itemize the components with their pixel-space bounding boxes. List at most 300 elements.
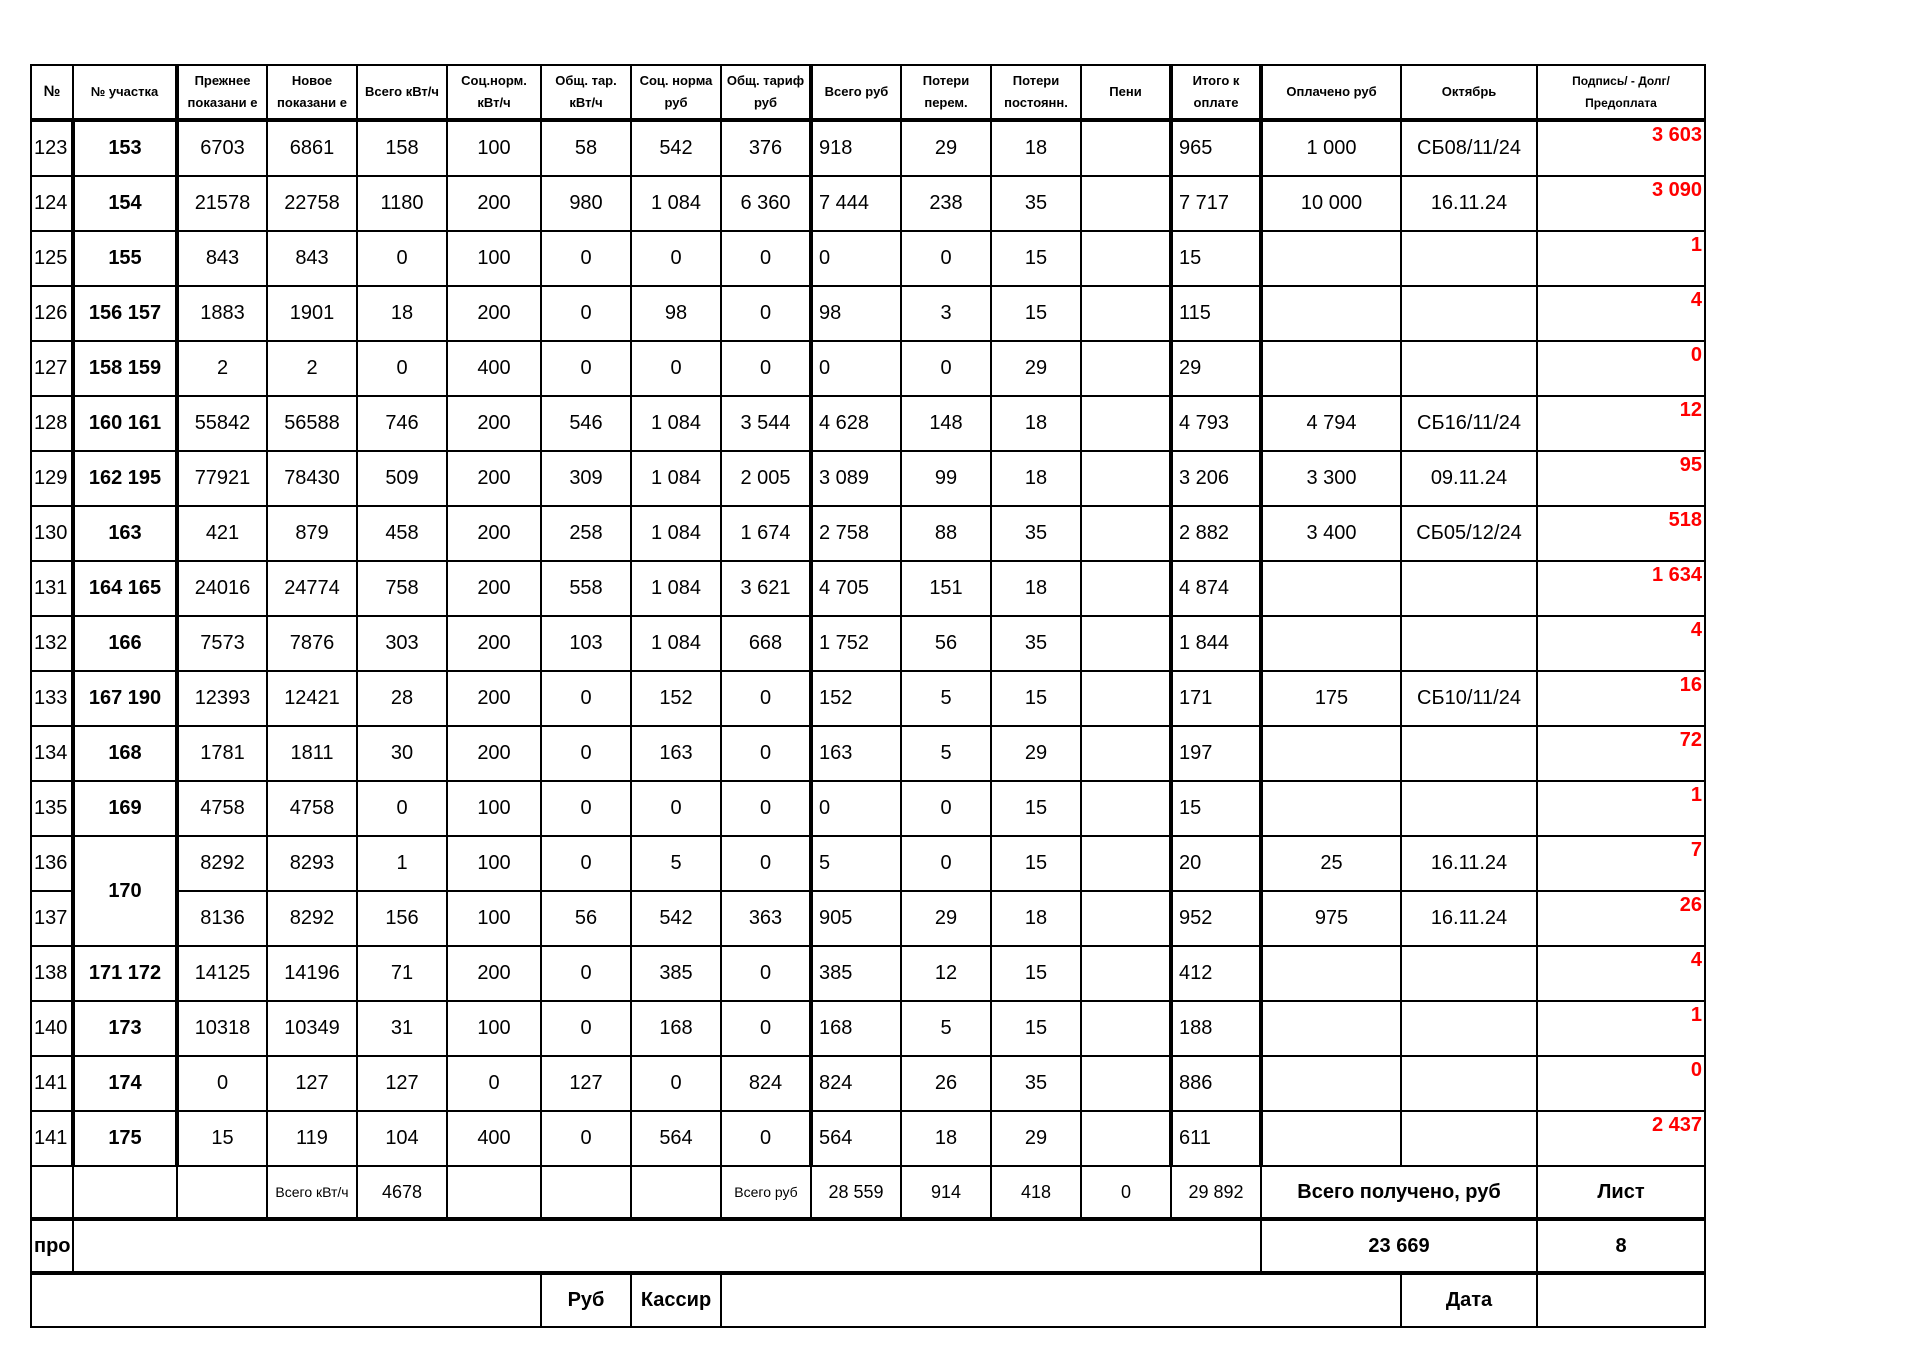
cell-soc-norm-rub: 0 (631, 231, 721, 286)
cell-month[interactable]: СБ10/11/24 (1401, 671, 1537, 726)
totals-kwh-value: 4678 (357, 1166, 447, 1219)
cell-loss-const: 29 (991, 726, 1081, 781)
cell-common-tariff-rub: 824 (721, 1056, 811, 1111)
cell-total-rub: 385 (811, 946, 901, 1001)
cell-common-tariff-rub: 2 005 (721, 451, 811, 506)
cell-soc-norm-kwh: 200 (447, 561, 541, 616)
received-label: Всего получено, руб (1261, 1166, 1537, 1219)
table-row (31, 1111, 1705, 1166)
cell-plot-number: 169 (73, 781, 177, 836)
cell-common-tariff-kwh: 56 (541, 891, 631, 946)
cell-penalty (1081, 1001, 1171, 1056)
cell-debt[interactable]: 1 (1537, 781, 1705, 836)
cell-plot-number: 167 190 (73, 671, 177, 726)
cell-plot-number: 156 157 (73, 286, 177, 341)
cell-month[interactable] (1401, 1001, 1537, 1056)
cell-debt[interactable]: 12 (1537, 396, 1705, 451)
table-row (31, 286, 1705, 341)
cell-new-reading: 119 (267, 1111, 357, 1166)
header-row (31, 65, 1705, 120)
cell-common-tariff-kwh: 309 (541, 451, 631, 506)
cell-month[interactable]: 16.11.24 (1401, 891, 1537, 946)
cell-loss-var: 3 (901, 286, 991, 341)
cell-total-rub: 2 758 (811, 506, 901, 561)
rub-label: Руб (541, 1273, 631, 1327)
cell-common-tariff-rub: 668 (721, 616, 811, 671)
payments-table (30, 64, 1706, 1328)
cell-new-reading: 10349 (267, 1001, 357, 1056)
cell-paid[interactable]: 4 794 (1261, 396, 1401, 451)
cell-total-kwh: 30 (357, 726, 447, 781)
table-row (31, 616, 1705, 671)
cell-total-kwh: 509 (357, 451, 447, 506)
table-row (31, 176, 1705, 231)
cell-paid[interactable]: 1 000 (1261, 120, 1401, 176)
cell-paid[interactable]: 975 (1261, 891, 1401, 946)
cell-debt[interactable]: 16 (1537, 671, 1705, 726)
cell-prev-reading: 6703 (177, 120, 267, 176)
cell-total-kwh: 127 (357, 1056, 447, 1111)
cell-total-rub: 0 (811, 781, 901, 836)
cell-loss-const: 18 (991, 891, 1081, 946)
table-row (31, 341, 1705, 396)
cell-to-pay: 3 206 (1171, 451, 1261, 506)
cell-soc-norm-kwh: 200 (447, 176, 541, 231)
cell-month[interactable] (1401, 726, 1537, 781)
cell-total-kwh: 0 (357, 231, 447, 286)
cell-common-tariff-kwh: 103 (541, 616, 631, 671)
cell-row-number: 141 (31, 1111, 73, 1166)
cell-soc-norm-kwh: 400 (447, 341, 541, 396)
cell-paid[interactable] (1261, 286, 1401, 341)
totals-empty-cell (541, 1166, 631, 1219)
cell-penalty (1081, 231, 1171, 286)
cell-soc-norm-kwh: 200 (447, 671, 541, 726)
cell-loss-const: 18 (991, 561, 1081, 616)
cell-soc-norm-rub: 0 (631, 341, 721, 396)
cell-month[interactable] (1401, 946, 1537, 1001)
cell-soc-norm-rub: 152 (631, 671, 721, 726)
cell-to-pay: 965 (1171, 120, 1261, 176)
cell-debt[interactable]: 3 603 (1537, 120, 1705, 176)
cell-debt[interactable]: 3 090 (1537, 176, 1705, 231)
cell-debt[interactable]: 0 (1537, 1056, 1705, 1111)
cell-total-kwh: 458 (357, 506, 447, 561)
table-row (31, 671, 1705, 726)
cell-loss-const: 35 (991, 1056, 1081, 1111)
cell-total-kwh: 1 (357, 836, 447, 891)
cell-loss-var: 5 (901, 671, 991, 726)
cell-plot-number: 158 159 (73, 341, 177, 396)
cell-paid[interactable] (1261, 561, 1401, 616)
cell-prev-reading: 843 (177, 231, 267, 286)
cell-common-tariff-kwh: 258 (541, 506, 631, 561)
cell-common-tariff-rub: 363 (721, 891, 811, 946)
cell-to-pay: 115 (1171, 286, 1261, 341)
totals-empty-cell (177, 1166, 267, 1219)
cell-common-tariff-kwh: 980 (541, 176, 631, 231)
cell-to-pay: 4 874 (1171, 561, 1261, 616)
cell-common-tariff-rub: 0 (721, 946, 811, 1001)
cell-penalty (1081, 286, 1171, 341)
cell-soc-norm-rub: 0 (631, 781, 721, 836)
cell-common-tariff-kwh: 558 (541, 561, 631, 616)
cell-loss-const: 15 (991, 836, 1081, 891)
cell-total-rub: 7 444 (811, 176, 901, 231)
cell-common-tariff-kwh: 546 (541, 396, 631, 451)
cell-paid[interactable] (1261, 946, 1401, 1001)
totals-kwh-label: Всего кВт/ч (267, 1166, 357, 1219)
cell-plot-number: 170 (73, 836, 177, 946)
cell-soc-norm-kwh: 200 (447, 506, 541, 561)
cell-prev-reading: 1883 (177, 286, 267, 341)
table-row (31, 836, 1705, 891)
cell-prev-reading: 1781 (177, 726, 267, 781)
cell-loss-var: 88 (901, 506, 991, 561)
cell-prev-reading: 15 (177, 1111, 267, 1166)
cell-month[interactable] (1401, 561, 1537, 616)
cell-new-reading: 22758 (267, 176, 357, 231)
cell-loss-var: 29 (901, 120, 991, 176)
cell-prev-reading: 77921 (177, 451, 267, 506)
cell-soc-norm-rub: 1 084 (631, 451, 721, 506)
cell-to-pay: 7 717 (1171, 176, 1261, 231)
cell-loss-var: 56 (901, 616, 991, 671)
cell-month[interactable]: 16.11.24 (1401, 176, 1537, 231)
cell-prev-reading: 2 (177, 341, 267, 396)
table-row (31, 726, 1705, 781)
cell-loss-var: 29 (901, 891, 991, 946)
cell-total-rub: 1 752 (811, 616, 901, 671)
sheet-number: 8 (1537, 1219, 1705, 1273)
table-row (31, 120, 1705, 176)
cell-row-number: 140 (31, 1001, 73, 1056)
cell-penalty (1081, 506, 1171, 561)
cell-month[interactable] (1401, 231, 1537, 286)
cell-month[interactable]: СБ08/11/24 (1401, 120, 1537, 176)
cell-plot-number: 171 172 (73, 946, 177, 1001)
cell-penalty (1081, 120, 1171, 176)
cell-new-reading: 4758 (267, 781, 357, 836)
pr-label: про (31, 1219, 73, 1273)
cell-common-tariff-rub: 0 (721, 671, 811, 726)
cell-row-number: 127 (31, 341, 73, 396)
cell-month[interactable] (1401, 1111, 1537, 1166)
col-header-loss-var: Потери перем. (901, 65, 991, 120)
cell-total-rub: 168 (811, 1001, 901, 1056)
cell-soc-norm-rub: 1 084 (631, 616, 721, 671)
cell-common-tariff-kwh: 0 (541, 1001, 631, 1056)
cell-row-number: 130 (31, 506, 73, 561)
cell-soc-norm-kwh: 200 (447, 946, 541, 1001)
cell-loss-var: 0 (901, 341, 991, 396)
cell-prev-reading: 8136 (177, 891, 267, 946)
cell-soc-norm-rub: 0 (631, 1056, 721, 1111)
cell-loss-var: 0 (901, 836, 991, 891)
cell-to-pay: 952 (1171, 891, 1261, 946)
cell-total-rub: 152 (811, 671, 901, 726)
cell-row-number: 135 (31, 781, 73, 836)
table-row (31, 1056, 1705, 1111)
col-header-total-kwh: Всего кВт/ч (357, 65, 447, 120)
cell-row-number: 123 (31, 120, 73, 176)
cell-prev-reading: 0 (177, 1056, 267, 1111)
col-header-no: № (31, 65, 73, 120)
cell-total-rub: 905 (811, 891, 901, 946)
cell-debt[interactable]: 1 (1537, 231, 1705, 286)
cell-loss-var: 151 (901, 561, 991, 616)
cell-debt[interactable]: 95 (1537, 451, 1705, 506)
cell-total-rub: 4 705 (811, 561, 901, 616)
cell-total-kwh: 158 (357, 120, 447, 176)
cell-month[interactable] (1401, 1056, 1537, 1111)
cell-to-pay: 886 (1171, 1056, 1261, 1111)
cell-penalty (1081, 561, 1171, 616)
cell-total-rub: 0 (811, 231, 901, 286)
cell-total-kwh: 303 (357, 616, 447, 671)
cell-loss-var: 0 (901, 781, 991, 836)
cashier-signature-field[interactable] (721, 1273, 1401, 1327)
cell-paid[interactable]: 25 (1261, 836, 1401, 891)
cell-common-tariff-rub: 6 360 (721, 176, 811, 231)
totals-empty-cell (447, 1166, 541, 1219)
cell-loss-const: 35 (991, 616, 1081, 671)
cell-soc-norm-rub: 1 084 (631, 396, 721, 451)
cell-penalty (1081, 671, 1171, 726)
cell-paid[interactable] (1261, 726, 1401, 781)
cell-debt[interactable]: 518 (1537, 506, 1705, 561)
cell-common-tariff-rub: 0 (721, 781, 811, 836)
totals-to-pay: 29 892 (1171, 1166, 1261, 1219)
cell-debt[interactable]: 2 437 (1537, 1111, 1705, 1166)
received-value: 23 669 (1261, 1219, 1537, 1273)
cell-month[interactable] (1401, 781, 1537, 836)
cell-common-tariff-kwh: 0 (541, 286, 631, 341)
cell-paid[interactable] (1261, 1001, 1401, 1056)
date-field[interactable] (1537, 1273, 1705, 1327)
cell-row-number: 126 (31, 286, 73, 341)
cell-loss-const: 18 (991, 451, 1081, 506)
cell-new-reading: 7876 (267, 616, 357, 671)
cell-total-rub: 0 (811, 341, 901, 396)
cell-common-tariff-rub: 376 (721, 120, 811, 176)
cell-penalty (1081, 836, 1171, 891)
cell-row-number: 133 (31, 671, 73, 726)
cell-total-rub: 824 (811, 1056, 901, 1111)
cell-common-tariff-rub: 0 (721, 231, 811, 286)
cell-soc-norm-kwh: 100 (447, 1001, 541, 1056)
col-header-common-tariff-kwh: Общ. тар. кВт/ч (541, 65, 631, 120)
cell-row-number: 124 (31, 176, 73, 231)
cell-loss-var: 12 (901, 946, 991, 1001)
pr-empty-cell (73, 1219, 1261, 1273)
cell-new-reading: 1811 (267, 726, 357, 781)
cell-soc-norm-kwh: 200 (447, 396, 541, 451)
cell-common-tariff-rub: 3 621 (721, 561, 811, 616)
cell-total-rub: 98 (811, 286, 901, 341)
cell-soc-norm-rub: 5 (631, 836, 721, 891)
cell-new-reading: 78430 (267, 451, 357, 506)
cell-prev-reading: 14125 (177, 946, 267, 1001)
cell-debt[interactable]: 7 (1537, 836, 1705, 891)
cell-total-kwh: 156 (357, 891, 447, 946)
cell-plot-number: 168 (73, 726, 177, 781)
cell-loss-var: 238 (901, 176, 991, 231)
cell-soc-norm-kwh: 100 (447, 891, 541, 946)
col-header-signature: Подпись/ - Долг/Предоплата (1537, 65, 1705, 120)
cell-soc-norm-kwh: 0 (447, 1056, 541, 1111)
cell-paid[interactable] (1261, 231, 1401, 286)
cell-month[interactable]: 16.11.24 (1401, 836, 1537, 891)
cell-total-kwh: 1180 (357, 176, 447, 231)
totals-rub-label: Всего руб (721, 1166, 811, 1219)
cell-soc-norm-kwh: 100 (447, 836, 541, 891)
cell-penalty (1081, 1056, 1171, 1111)
cell-to-pay: 4 793 (1171, 396, 1261, 451)
cell-loss-var: 18 (901, 1111, 991, 1166)
cell-paid[interactable] (1261, 616, 1401, 671)
totals-empty-cell (31, 1166, 73, 1219)
cell-row-number: 136 (31, 836, 73, 891)
totals-loss-var: 914 (901, 1166, 991, 1219)
cell-month[interactable]: СБ05/12/24 (1401, 506, 1537, 561)
cell-debt[interactable]: 4 (1537, 946, 1705, 1001)
table-row (31, 506, 1705, 561)
cell-soc-norm-rub: 1 084 (631, 176, 721, 231)
col-header-plot: № участка (73, 65, 177, 120)
cell-common-tariff-kwh: 0 (541, 946, 631, 1001)
cell-month[interactable] (1401, 286, 1537, 341)
cell-month[interactable] (1401, 341, 1537, 396)
signature-row (31, 1273, 1705, 1327)
cell-total-kwh: 71 (357, 946, 447, 1001)
cell-debt[interactable]: 26 (1537, 891, 1705, 946)
cell-new-reading: 56588 (267, 396, 357, 451)
cell-debt[interactable]: 1 (1537, 1001, 1705, 1056)
cell-debt[interactable]: 4 (1537, 286, 1705, 341)
cell-total-rub: 4 628 (811, 396, 901, 451)
col-header-penalty: Пени (1081, 65, 1171, 120)
cell-total-kwh: 758 (357, 561, 447, 616)
cell-soc-norm-rub: 385 (631, 946, 721, 1001)
cell-month[interactable]: 09.11.24 (1401, 451, 1537, 506)
cell-paid[interactable] (1261, 341, 1401, 396)
cell-plot-number: 153 (73, 120, 177, 176)
cell-plot-number: 163 (73, 506, 177, 561)
cell-penalty (1081, 616, 1171, 671)
cell-common-tariff-rub: 0 (721, 1001, 811, 1056)
cell-common-tariff-rub: 0 (721, 341, 811, 396)
cell-soc-norm-rub: 542 (631, 891, 721, 946)
cell-total-rub: 5 (811, 836, 901, 891)
cell-common-tariff-kwh: 127 (541, 1056, 631, 1111)
sheet-label: Лист (1537, 1166, 1705, 1219)
cell-paid[interactable]: 10 000 (1261, 176, 1401, 231)
col-header-prev: Прежнее показани е (177, 65, 267, 120)
table-row (31, 781, 1705, 836)
cell-new-reading: 127 (267, 1056, 357, 1111)
cell-loss-var: 0 (901, 231, 991, 286)
cell-common-tariff-kwh: 0 (541, 726, 631, 781)
cell-soc-norm-rub: 1 084 (631, 506, 721, 561)
table-row (31, 946, 1705, 1001)
cell-debt[interactable]: 0 (1537, 341, 1705, 396)
cell-new-reading: 12421 (267, 671, 357, 726)
cell-paid[interactable] (1261, 781, 1401, 836)
cell-to-pay: 15 (1171, 231, 1261, 286)
cell-total-rub: 163 (811, 726, 901, 781)
cell-prev-reading: 12393 (177, 671, 267, 726)
cell-to-pay: 15 (1171, 781, 1261, 836)
cell-common-tariff-rub: 0 (721, 286, 811, 341)
cell-month[interactable]: СБ16/11/24 (1401, 396, 1537, 451)
cell-row-number: 125 (31, 231, 73, 286)
cell-penalty (1081, 341, 1171, 396)
cell-to-pay: 2 882 (1171, 506, 1261, 561)
cell-debt[interactable]: 72 (1537, 726, 1705, 781)
cell-common-tariff-rub: 0 (721, 726, 811, 781)
cell-soc-norm-kwh: 200 (447, 726, 541, 781)
table-row (31, 231, 1705, 286)
totals-empty-cell (73, 1166, 177, 1219)
cell-penalty (1081, 396, 1171, 451)
cell-paid[interactable]: 3 400 (1261, 506, 1401, 561)
cell-to-pay: 197 (1171, 726, 1261, 781)
cell-loss-var: 5 (901, 1001, 991, 1056)
cell-prev-reading: 421 (177, 506, 267, 561)
cell-loss-const: 35 (991, 176, 1081, 231)
cell-paid[interactable]: 175 (1261, 671, 1401, 726)
cell-plot-number: 174 (73, 1056, 177, 1111)
cell-paid[interactable]: 3 300 (1261, 451, 1401, 506)
cell-paid[interactable] (1261, 1111, 1401, 1166)
cell-to-pay: 611 (1171, 1111, 1261, 1166)
cell-soc-norm-kwh: 200 (447, 451, 541, 506)
table-row (31, 561, 1705, 616)
cell-new-reading: 843 (267, 231, 357, 286)
cell-total-kwh: 28 (357, 671, 447, 726)
cell-penalty (1081, 726, 1171, 781)
cell-loss-const: 15 (991, 781, 1081, 836)
cell-paid[interactable] (1261, 1056, 1401, 1111)
cell-total-rub: 564 (811, 1111, 901, 1166)
totals-rub-value: 28 559 (811, 1166, 901, 1219)
cell-soc-norm-rub: 542 (631, 120, 721, 176)
cell-total-kwh: 31 (357, 1001, 447, 1056)
cell-common-tariff-kwh: 0 (541, 836, 631, 891)
cell-row-number: 141 (31, 1056, 73, 1111)
cell-loss-const: 29 (991, 341, 1081, 396)
cell-plot-number: 154 (73, 176, 177, 231)
cell-debt[interactable]: 1 634 (1537, 561, 1705, 616)
cell-common-tariff-kwh: 58 (541, 120, 631, 176)
cell-total-kwh: 18 (357, 286, 447, 341)
cell-plot-number: 175 (73, 1111, 177, 1166)
cell-loss-const: 35 (991, 506, 1081, 561)
cell-common-tariff-kwh: 0 (541, 1111, 631, 1166)
cell-soc-norm-kwh: 200 (447, 616, 541, 671)
cell-loss-const: 29 (991, 1111, 1081, 1166)
cell-debt[interactable]: 4 (1537, 616, 1705, 671)
col-header-to-pay: Итого к оплате (1171, 65, 1261, 120)
cell-penalty (1081, 781, 1171, 836)
cell-month[interactable] (1401, 616, 1537, 671)
cell-prev-reading: 55842 (177, 396, 267, 451)
cell-soc-norm-rub: 163 (631, 726, 721, 781)
col-header-soc-norm-rub: Соц. норма руб (631, 65, 721, 120)
cell-common-tariff-rub: 1 674 (721, 506, 811, 561)
cell-plot-number: 155 (73, 231, 177, 286)
